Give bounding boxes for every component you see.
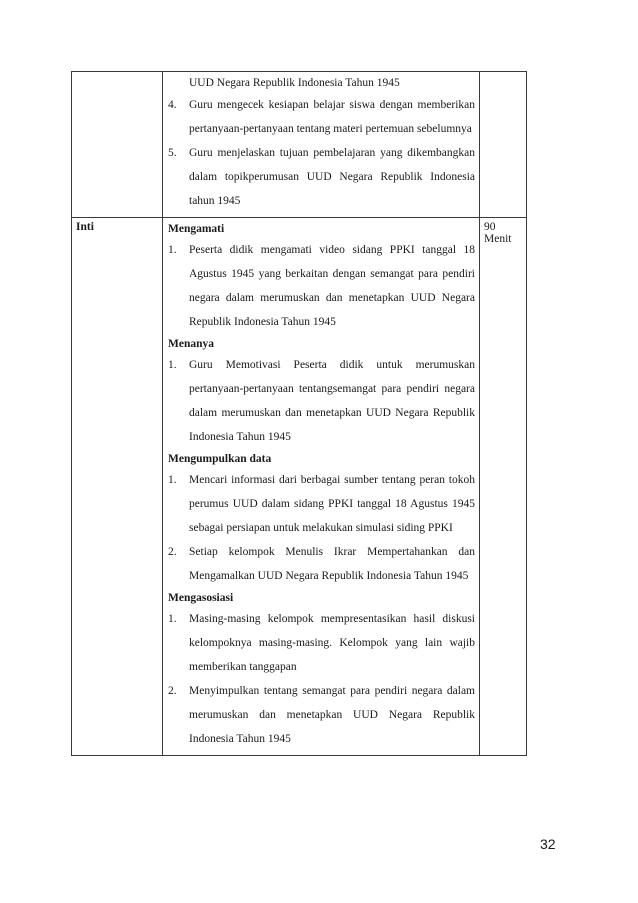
- lesson-activity-table: [71, 71, 527, 756]
- continued-text: UUD Negara Republik Indonesia Tahun 1945: [189, 77, 400, 89]
- activity-cell-previous: [163, 72, 480, 218]
- list-item: 1. Masing-masing kelompok mempresentasikan hasil diskusi kelompoknya masing-masing. Kelompok yang lain wajib memberikan tanggapan: [168, 613, 475, 673]
- section-title-menanya: Menanya: [168, 338, 214, 350]
- list-item: 1. Peserta didik mengamati video sidang PPKI tanggal 18 Agustus 1945 yang berkaitan dengan semangat para pendiri negara dalam merumuskan dan menetapkan UUD Negara Republik Indonesia Tahun 1945: [168, 244, 475, 328]
- section-title-mengasosiasi: Mengasosiasi: [168, 592, 234, 604]
- section-title-mengamati: Mengamati: [168, 223, 225, 235]
- stage-cell-empty: [72, 72, 163, 218]
- stage-label: Inti: [72, 218, 163, 756]
- time-cell-empty: [480, 72, 527, 218]
- table-row-previous: [72, 72, 527, 218]
- list-item: 2. Setiap kelompok Menulis Ikrar Mempertahankan dan Mengamalkan UUD Negara Republik Indonesia Tahun 1945: [168, 546, 475, 582]
- list-item: 1. Mencari informasi dari berbagai sumber tentang peran tokoh perumus UUD dalam sidang PPKI tanggal 18 Agustus 1945 sebagai persiapan untuk melakukan simulasi siding PPKI: [168, 474, 475, 534]
- list-item: 2. Menyimpulkan tentang semangat para pendiri negara dalam merumuskan dan menetapkan UUD Negara Republik Indonesia Tahun 1945: [168, 685, 475, 745]
- list-item: 4. Guru mengecek kesiapan belajar siswa dengan memberikan pertanyaan-pertanyaan tentang materi pertemuan sebelumnya: [168, 99, 475, 135]
- activity-cell-inti: [163, 218, 480, 756]
- table-row-inti: [72, 218, 527, 756]
- list-item: 1. Guru Memotivasi Peserta didik untuk merumuskan pertanyaan-pertanyaan tentangsemangat para pendiri negara dalam merumuskan dan menetapkan UUD Negara Republik Indonesia Tahun 1945: [168, 359, 475, 443]
- list-item: 5. Guru menjelaskan tujuan pembelajaran yang dikembangkan dalam topikperumusan UUD Negara Republik Indonesia tahun 1945: [168, 147, 475, 207]
- time-allocation: 90 Menit: [480, 218, 527, 756]
- section-title-mengumpulkan-data: Mengumpulkan data: [168, 453, 272, 465]
- page-number: 32: [540, 836, 556, 852]
